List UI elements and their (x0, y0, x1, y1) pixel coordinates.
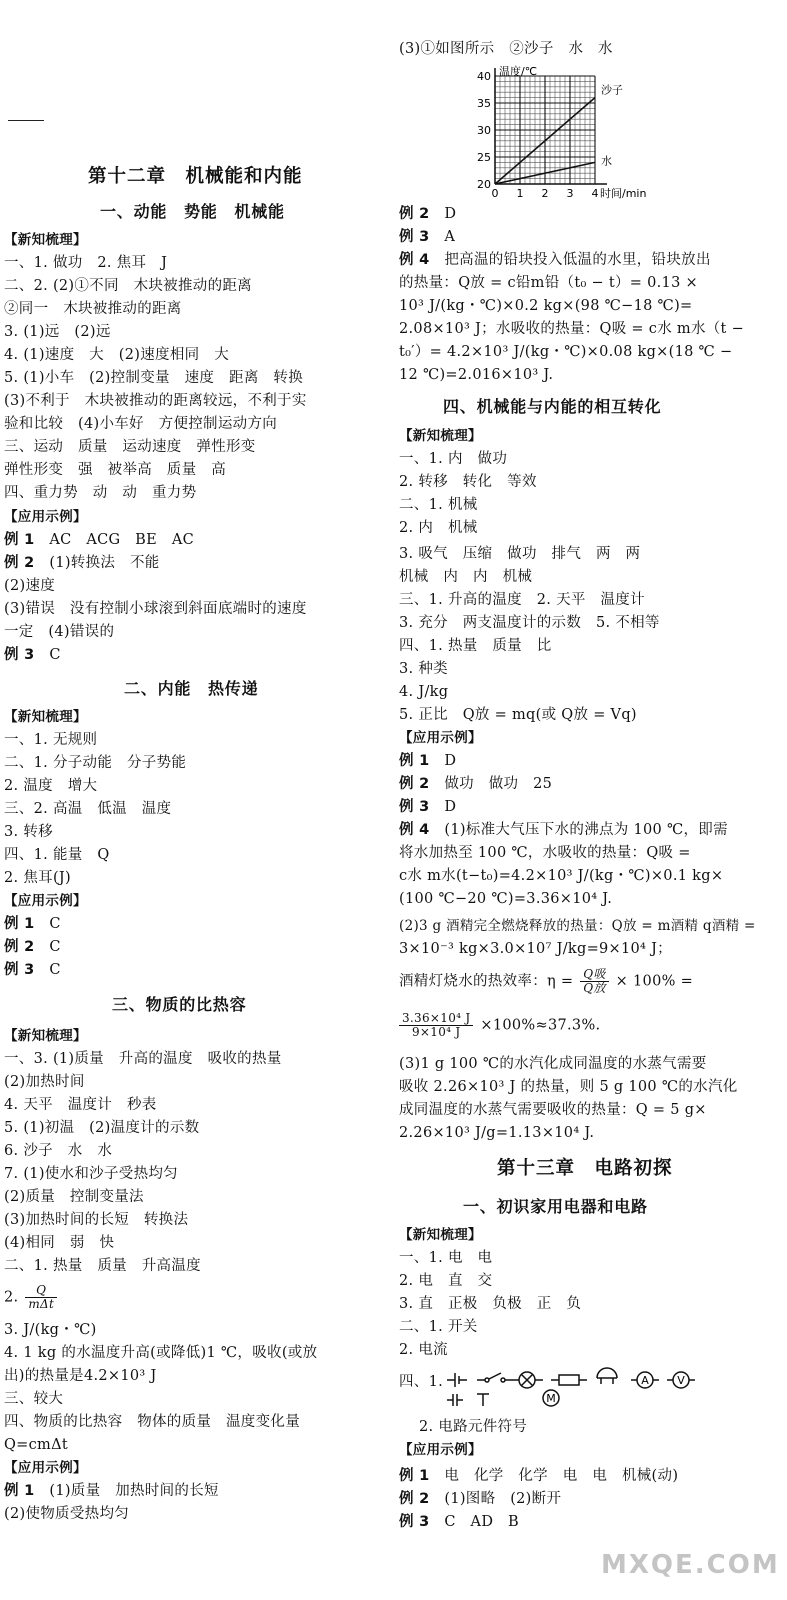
text-line: 二、1. 热量 质量 升高温度 (4, 1258, 201, 1274)
text-line: (2)3 g 酒精完全燃烧释放的热量：Q放 = m酒精 q酒精 = (399, 918, 756, 934)
example-line (4, 554, 160, 572)
text-line: 2. 电流 (399, 1342, 448, 1358)
text-line: (3)①如图所示 ②沙子 水 水 (399, 41, 613, 57)
example-line (4, 646, 61, 664)
text-line: 四、1. (399, 1374, 444, 1390)
text-line: t₀′）= 4.2×10³ J/(kg・℃)×0.08 kg×(18 ℃ − (399, 344, 733, 360)
y-tick-label: 30 (477, 124, 491, 137)
text-line: 2. 温度 增大 (4, 778, 98, 794)
example-label: 例 2 (399, 206, 430, 222)
x-tick-label: 3 (566, 187, 574, 200)
ammeter-symbol (631, 1372, 659, 1388)
fraction-line (399, 968, 693, 995)
fraction (580, 968, 608, 995)
example-text: C (49, 916, 61, 932)
text-line: 7. (1)使水和沙子受热均匀 (4, 1166, 178, 1182)
section-3-label: 【新知梳理】 (4, 1028, 87, 1044)
fraction-prefix: 2. (4, 1289, 19, 1306)
text-line: 4. (1)速度 大 (2)速度相同 大 (4, 347, 230, 363)
text-line: 6. 沙子 水 水 (4, 1143, 113, 1159)
motor-symbol (543, 1390, 559, 1406)
fraction-denominator: Q放 (583, 981, 606, 995)
text-line: 机械 内 内 机械 (399, 569, 533, 585)
example-label: 例 2 (4, 939, 35, 955)
section-3-title: 三、物质的比热容 (112, 995, 247, 1014)
text-line: 二、1. 机械 (399, 497, 478, 513)
text-line: 3. 直 正极 负极 正 负 (399, 1296, 582, 1312)
section-5-title: 一、初识家用电器和电路 (463, 1197, 648, 1216)
watermark: MXQE.COM (601, 1550, 780, 1580)
text-line: 一、1. 无规则 (4, 732, 98, 748)
fraction-numerator: 3.36×10⁴ J (399, 1012, 473, 1026)
text-line: 弹性形变 强 被举高 质量 高 (4, 462, 226, 478)
text-line: 2. 电路元件符号 (419, 1419, 528, 1435)
text-line: 2.08×10³ J；水吸收的热量：Q吸 = c水 m水（t − (399, 321, 745, 337)
formula-line: Q=cmΔt (4, 1437, 69, 1453)
example-text: 电 化学 化学 电 电 机械(动) (444, 1468, 679, 1484)
example-label: 例 1 (4, 1483, 35, 1499)
fraction-denominator: mΔt (28, 1297, 55, 1311)
switch-symbol (477, 1373, 513, 1382)
example-label: 例 2 (399, 776, 430, 792)
example-line (399, 1513, 519, 1531)
example-line (399, 775, 552, 793)
fraction-numerator: Q (25, 1284, 57, 1298)
example-text: (1)图略 (2)断开 (444, 1491, 562, 1507)
x-tick-label: 2 (541, 187, 549, 200)
resistor-symbol (551, 1375, 587, 1385)
text-line: 四、重力势 动 动 重力势 (4, 485, 197, 501)
y-tick-label: 40 (477, 70, 491, 83)
section-2-label: 【新知梳理】 (4, 709, 87, 725)
text-line: 3. (1)远 (2)远 (4, 324, 111, 340)
example-text: 把高温的铅块投入低温的水里，铅块放出 (444, 252, 711, 268)
example-text: D (444, 753, 457, 769)
motor-label: M (546, 1392, 556, 1405)
text-line: 一、1. 做功 2. 焦耳 J (4, 255, 168, 271)
example-label: 例 1 (399, 753, 430, 769)
section-2-label: 【应用示例】 (4, 893, 87, 909)
text-line: 3. 转移 (4, 824, 53, 840)
text-line: 三、2. 高温 低温 温度 (4, 801, 172, 817)
example-label: 例 4 (399, 822, 430, 838)
fraction (25, 1284, 57, 1311)
text-line: 一、1. 电 电 (399, 1250, 493, 1266)
y-tick-label: 35 (477, 97, 491, 110)
text-line: 2. 焦耳(J) (4, 870, 71, 886)
voltmeter-symbol (667, 1372, 695, 1388)
text-line: 四、1. 能量 Q (4, 847, 110, 863)
example-text: (1)转换法 不能 (49, 555, 160, 571)
text-line: 10³ J/(kg・℃)×0.2 kg×(98 ℃−18 ℃)= (399, 298, 693, 314)
temperature-time-chart (465, 62, 745, 200)
example-label: 例 2 (4, 555, 35, 571)
section-4-title: 四、机械能与内能的相互转化 (443, 397, 662, 416)
text-line: 出)的热量是4.2×10³ J (4, 1368, 157, 1384)
example-text: 做功 做功 25 (444, 776, 553, 792)
text-line: (3)错误 没有控制小球滚到斜面底端时的速度 (4, 601, 307, 617)
text-line: 一、3. (1)质量 升高的温度 吸收的热量 (4, 1051, 282, 1067)
example-line (399, 798, 456, 816)
text-line: (3)不利于 木块被推动的距离较远，不利于实 (4, 393, 307, 409)
fraction-suffix: × 100% = (615, 973, 694, 990)
section-4-label: 【应用示例】 (399, 730, 482, 746)
text-line: 验和比较 (4)小车好 方便控制运动方向 (4, 416, 278, 432)
text-line: (2)加热时间 (4, 1074, 85, 1090)
fraction-denominator: 9×10⁴ J (411, 1025, 461, 1039)
fraction-numerator: Q吸 (580, 968, 608, 982)
text-line: 四、物质的比热容 物体的质量 温度变化量 (4, 1414, 300, 1430)
x-tick-label: 0 (491, 187, 499, 200)
example-line (399, 228, 455, 246)
text-line: 三、1. 升高的温度 2. 天平 温度计 (399, 592, 645, 608)
series-label-water: 水 (601, 154, 612, 168)
section-2-title: 二、内能 热传递 (124, 679, 259, 698)
text-line: 2. 内 机械 (399, 520, 478, 536)
text-line: 一、1. 内 做功 (399, 451, 508, 467)
text-line: 3. J/(kg・℃) (4, 1322, 97, 1338)
text-line: 成同温度的水蒸气需要吸收的热量：Q = 5 g× (399, 1102, 707, 1118)
example-label: 例 3 (399, 229, 430, 245)
text-line: 一定 (4)错误的 (4, 624, 115, 640)
fraction (399, 1012, 473, 1039)
section-1-title: 一、动能 势能 机械能 (100, 202, 285, 221)
example-text: (1)质量 加热时间的长短 (49, 1483, 219, 1499)
text-line: 4. 1 kg 的水温度升高(或降低)1 ℃，吸收(或放 (4, 1345, 318, 1361)
section-5-label: 【新知梳理】 (399, 1227, 482, 1243)
example-line (4, 961, 61, 979)
y-axis-label: 温度/℃ (499, 65, 538, 78)
text-line: 3. 吸气 压缩 做功 排气 两 两 (399, 546, 641, 562)
top-left-rule (8, 120, 44, 121)
text-line: 三、较大 (4, 1391, 64, 1407)
example-line (399, 821, 728, 839)
text-line: 二、1. 分子动能 分子势能 (4, 755, 187, 771)
fraction-line (4, 1284, 59, 1311)
chapter-13-title: 第十三章 电路初探 (497, 1158, 673, 1179)
series-label-sand: 沙子 (601, 83, 623, 97)
capacitor-symbol (447, 1394, 463, 1406)
example-label: 例 3 (399, 799, 430, 815)
bell-symbol (597, 1368, 617, 1384)
section-1-label: 【新知梳理】 (4, 232, 87, 248)
example-label: 例 3 (4, 962, 35, 978)
text-line: 4. J/kg (399, 684, 449, 700)
example-text: C (49, 939, 61, 955)
section-4-label: 【新知梳理】 (399, 428, 482, 444)
text-line: 二、1. 开关 (399, 1319, 478, 1335)
text-line: (2)使物质受热均匀 (4, 1506, 130, 1522)
example-text: C (49, 962, 61, 978)
x-axis-label: 时间/min (600, 187, 647, 200)
text-line: 三、运动 质量 运动速度 弹性形变 (4, 439, 256, 455)
lamp-symbol (513, 1372, 543, 1388)
text-line: (2)质量 控制变量法 (4, 1189, 144, 1205)
example-text: A (444, 229, 456, 245)
text-line: 2. 转移 转化 等效 (399, 474, 537, 490)
text-line: (3)加热时间的长短 转换法 (4, 1212, 189, 1228)
example-label: 例 3 (399, 1514, 430, 1530)
chapter-12-title: 第十二章 机械能和内能 (88, 166, 303, 187)
text-line: (4)相同 弱 快 (4, 1235, 115, 1251)
text-line: 4. 天平 温度计 秒表 (4, 1097, 157, 1113)
text-line: 将水加热至 100 ℃，水吸收的热量：Q吸 = (399, 845, 691, 861)
example-label: 例 3 (4, 647, 35, 663)
example-label: 例 1 (399, 1468, 430, 1484)
example-line (4, 938, 61, 956)
text-line: 5. (1)初温 (2)温度计的示数 (4, 1120, 200, 1136)
y-tick-label: 25 (477, 151, 491, 164)
text-line: 的热量：Q放 = c铅m铅（t₀ − t）= 0.13 × (399, 275, 698, 291)
voltmeter-label: V (677, 1374, 685, 1387)
fraction-suffix: ×100%≈37.3%. (480, 1017, 601, 1034)
ground-symbol (477, 1394, 489, 1406)
text-line: 3. 充分 两支温度计的示数 5. 不相等 (399, 615, 660, 631)
ammeter-label: A (641, 1374, 649, 1387)
example-line (399, 1490, 561, 1508)
text-line: (3)1 g 100 ℃的水汽化成同温度的水蒸气需要 (399, 1056, 707, 1072)
section-5-label: 【应用示例】 (399, 1442, 482, 1458)
example-text: C AD B (444, 1514, 520, 1530)
example-text: D (444, 799, 457, 815)
example-line (399, 752, 456, 770)
text-line: ②同一 木块被推动的距离 (4, 301, 182, 317)
example-text: AC ACG BE AC (49, 532, 194, 548)
example-line (4, 1482, 219, 1500)
example-line (4, 531, 194, 549)
section-1-label: 【应用示例】 (4, 509, 87, 525)
fraction-line (399, 1012, 600, 1039)
section-3-label: 【应用示例】 (4, 1460, 87, 1476)
example-label: 例 1 (4, 916, 35, 932)
text-line: 2. 电 直 交 (399, 1273, 493, 1289)
example-line (4, 915, 61, 933)
text-line: 二、2. (2)①不同 木块被推动的距离 (4, 278, 252, 294)
text-line: 5. (1)小车 (2)控制变量 速度 距离 转换 (4, 370, 304, 386)
example-label: 例 4 (399, 252, 430, 268)
text-line: 3. 种类 (399, 661, 448, 677)
y-tick-label: 20 (477, 178, 491, 191)
example-text: (1)标准大气压下水的沸点为 100 ℃，即需 (444, 822, 728, 838)
text-line: c水 m水(t−t₀)=4.2×10³ J/(kg・℃)×0.1 kg× (399, 868, 724, 884)
example-text: C (49, 647, 61, 663)
example-label: 例 2 (399, 1491, 430, 1507)
text-line: 2.26×10³ J/g=1.13×10⁴ J. (399, 1125, 595, 1141)
text-line: 四、1. 热量 质量 比 (399, 638, 552, 654)
text-line: 5. 正比 Q放 = mq(或 Q放 = Vq) (399, 707, 637, 723)
example-line (399, 1467, 678, 1485)
example-text: D (444, 206, 457, 222)
text-line: (2)速度 (4, 578, 56, 594)
text-line: 3×10⁻³ kg×3.0×10⁷ J/kg=9×10⁴ J； (399, 941, 672, 957)
example-line (399, 205, 456, 223)
text-line: 12 ℃)=2.016×10³ J. (399, 367, 554, 383)
text-line: 吸收 2.26×10³ J 的热量，则 5 g 100 ℃的水汽化 (399, 1079, 738, 1095)
battery-symbol (447, 1373, 467, 1387)
example-label: 例 1 (4, 532, 35, 548)
example-line (399, 251, 711, 269)
x-tick-label: 4 (591, 187, 599, 200)
fraction-prefix: 酒精灯烧水的热效率：η = (399, 973, 574, 990)
x-tick-label: 1 (516, 187, 524, 200)
text-line: (100 ℃−20 ℃)=3.36×10⁴ J. (399, 891, 613, 907)
circuit-symbols (443, 1362, 753, 1412)
